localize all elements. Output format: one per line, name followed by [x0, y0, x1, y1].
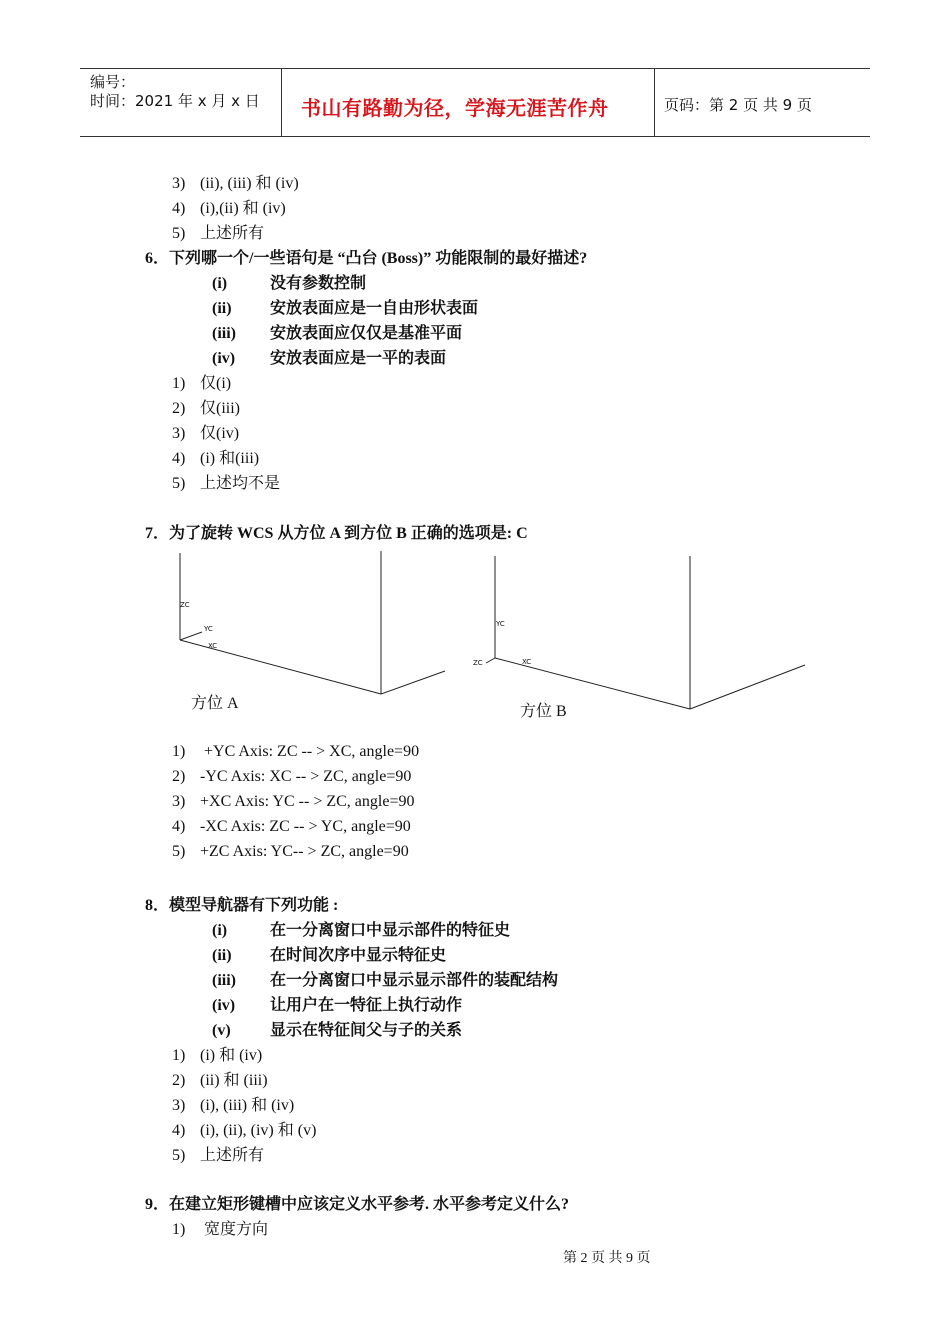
axis-label-yc: YC	[204, 625, 213, 633]
axis-label-xc: XC	[522, 658, 532, 666]
statement-item: (iv) 让用户在一特征上执行动作	[212, 997, 463, 1014]
axis-label-xc: XC	[208, 642, 218, 650]
list-item: 3) +XC Axis: YC -- > ZC, angle=90	[172, 793, 415, 810]
list-item: 4) (i) 和(iii)	[172, 450, 260, 467]
list-item: 4) (i),(ii) 和 (iv)	[172, 200, 286, 217]
list-item: 5) 上述所有	[172, 1147, 265, 1164]
statement-item: (i) 在一分离窗口中显示部件的特征史	[212, 922, 511, 939]
question-6-title: 6．下列哪一个/一些语句是 “凸台 (Boss)” 功能限制的最好描述?	[145, 250, 588, 267]
question-9-title: 9．在建立矩形键槽中应该定义水平参考. 水平参考定义什么?	[145, 1196, 570, 1213]
list-item: 5) 上述均不是	[172, 475, 281, 492]
list-item: 1) 宽度方向	[172, 1221, 269, 1238]
motto: 书山有路勤为径，学海无涯苦作舟	[301, 96, 609, 120]
page-label: 页码：第 2 页 共 9 页	[664, 96, 812, 114]
list-item: 4) (i), (ii), (iv) 和 (v)	[172, 1122, 317, 1139]
statement-item: (iv) 安放表面应是一平的表面	[212, 350, 447, 367]
time-label: 时间：2021 年 x 月 x 日	[90, 92, 260, 110]
axis-label-zc: ZC	[473, 659, 483, 667]
page-footer: 第 2 页 共 9 页	[563, 1251, 651, 1266]
statement-item: (iii) 安放表面应仅仅是基准平面	[212, 325, 463, 342]
figure-a-drawing	[180, 551, 445, 694]
statement-item: (ii) 安放表面应是一自由形状表面	[212, 300, 479, 317]
axis-label-zc: ZC	[180, 601, 190, 609]
question-7-title: 7．为了旋转 WCS 从方位 A 到方位 B 正确的选项是: C	[145, 525, 528, 542]
list-item: 2) (ii) 和 (iii)	[172, 1072, 268, 1089]
list-item: 2) -YC Axis: XC -- > ZC, angle=90	[172, 768, 412, 785]
figure-b-drawing	[486, 556, 805, 709]
statement-item: (v) 显示在特征间父与子的关系	[212, 1022, 463, 1039]
figure-a-caption: 方位 A	[191, 695, 239, 712]
list-item: 3) (i), (iii) 和 (iv)	[172, 1097, 295, 1114]
axis-label-yc: YC	[496, 620, 505, 628]
list-item: 1) (i) 和 (iv)	[172, 1047, 263, 1064]
list-item: 1) +YC Axis: ZC -- > XC, angle=90	[172, 743, 420, 760]
list-item: 3) 仅(iv)	[172, 425, 240, 442]
statement-item: (iii) 在一分离窗口中显示显示部件的装配结构	[212, 972, 559, 989]
list-item: 5) 上述所有	[172, 225, 265, 242]
serial-label: 编号：	[90, 73, 136, 91]
list-item: 4) -XC Axis: ZC -- > YC, angle=90	[172, 818, 411, 835]
statement-item: (i) 没有参数控制	[212, 275, 367, 292]
statement-item: (ii) 在时间次序中显示特征史	[212, 947, 447, 964]
figure-b-caption: 方位 B	[520, 703, 567, 720]
list-item: 2) 仅(iii)	[172, 400, 240, 417]
list-item: 3) (ii), (iii) 和 (iv)	[172, 175, 299, 192]
list-item: 5) +ZC Axis: YC-- > ZC, angle=90	[172, 843, 409, 860]
list-item: 1) 仅(i)	[172, 375, 232, 392]
question-8-title: 8．模型导航器有下列功能 :	[145, 897, 339, 914]
